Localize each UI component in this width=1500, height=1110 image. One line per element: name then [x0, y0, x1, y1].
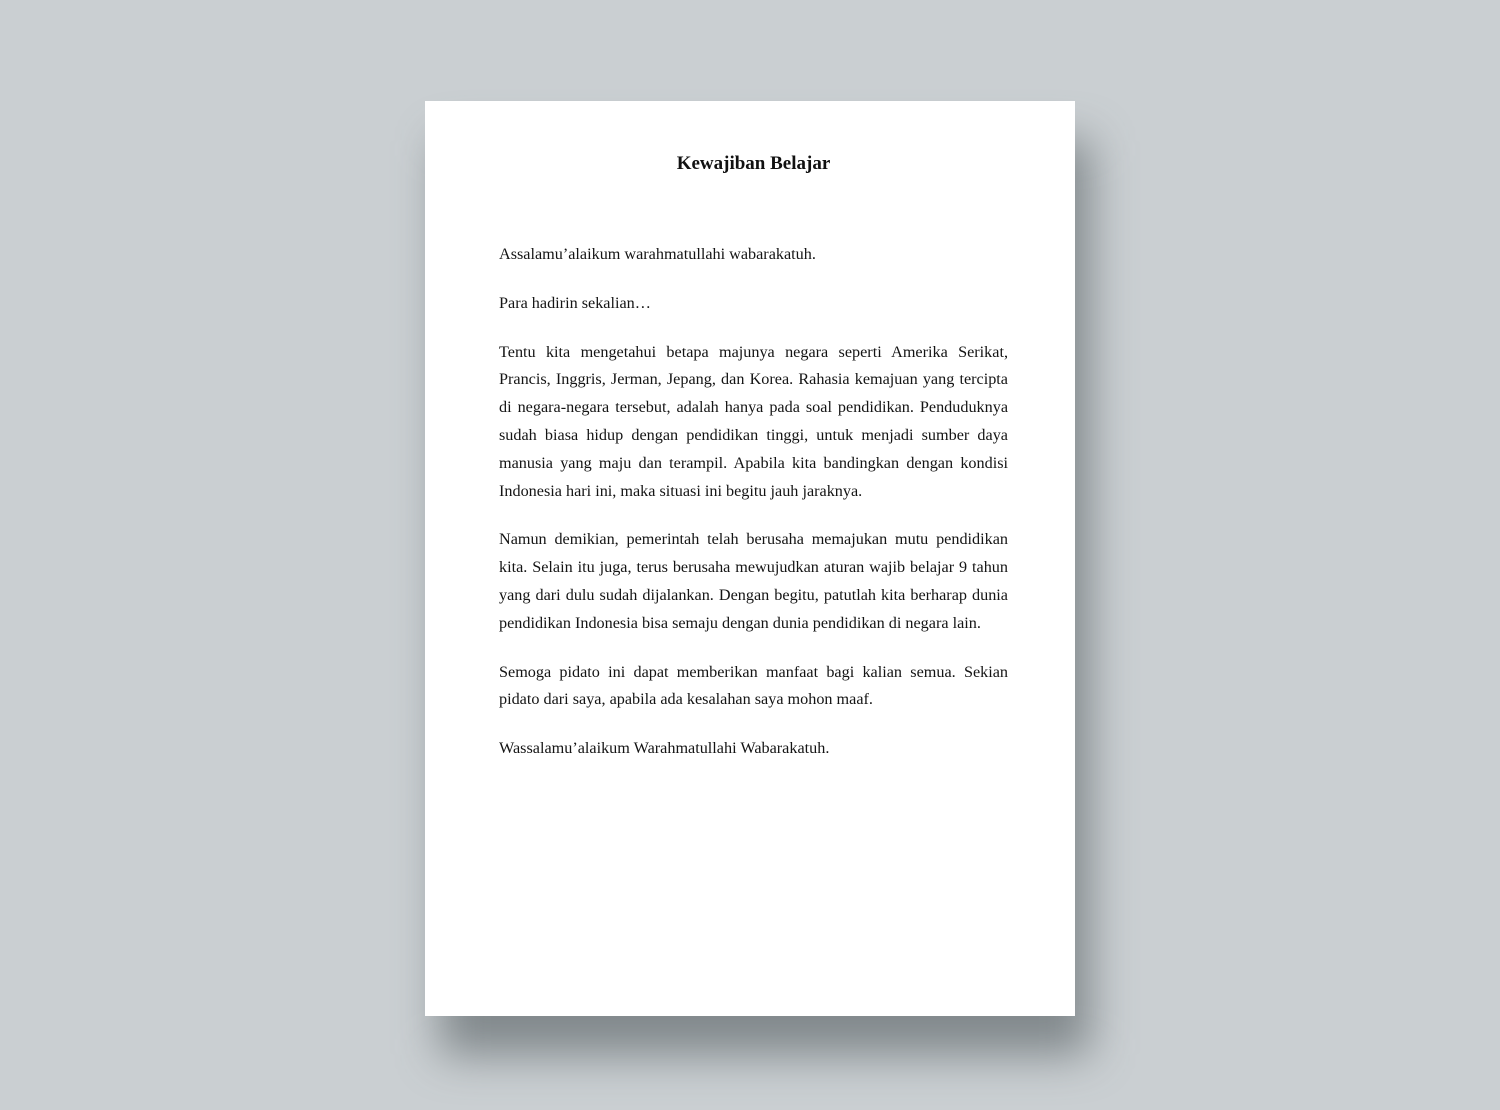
paragraph-farewell: Wassalamu’alaikum Warahmatullahi Wabarakatuh. — [499, 739, 830, 758]
paragraph-greeting: Assalamu’alaikum warahmatullahi wabarakatuh. — [499, 245, 816, 263]
paragraph-body-1: Tentu kita mengetahui betapa majunya negara seperti Amerika Serikat, Prancis, Inggris, Jerman, Jepang, dan Korea. Rahasia kemajuan yang tercipta di negara-negara tersebut, adalah hanya pada soal pendidikan. Penduduknya sudah biasa hidup dengan pendidikan tinggi, untuk menjadi sumber daya manusia yang maju dan terampil. Apabila kita bandingkan dengan kondisi Indonesia hari ini, maka situasi ini begitu jauh jaraknya. — [499, 342, 1008, 500]
paragraph-address: Para hadirin sekalian… — [499, 293, 651, 312]
document-title: Kewajiban Belajar — [676, 153, 831, 174]
document-page — [425, 101, 1075, 1016]
paragraph-closing: Semoga pidato ini dapat memberikan manfaat bagi kalian semua. Sekian pidato dari saya, apabila ada kesalahan saya mohon maaf. — [499, 662, 1008, 709]
document-body — [499, 241, 1008, 763]
paragraph-body-2: Namun demikian, pemerintah telah berusaha memajukan mutu pendidikan kita. Selain itu juga, terus berusaha mewujudkan aturan wajib belajar 9 tahun yang dari dulu sudah dijalankan. Dengan begitu, patutlah kita berharap dunia pendidikan Indonesia bisa semaju dengan dunia pendidikan di negara lain. — [499, 530, 1008, 632]
